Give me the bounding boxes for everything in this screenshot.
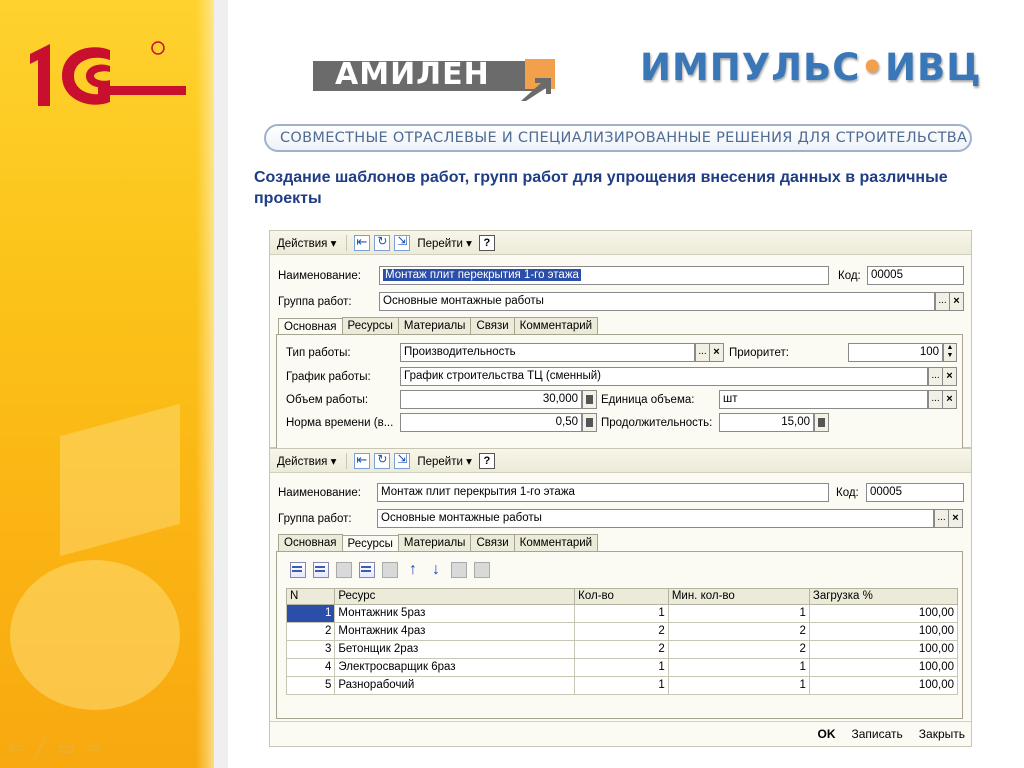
- group-clear-button[interactable]: ×: [948, 509, 963, 528]
- tab-comment[interactable]: Комментарий: [514, 534, 598, 552]
- open-icon[interactable]: [394, 235, 410, 251]
- work-type-select-button[interactable]: ...: [695, 343, 710, 362]
- sort-asc-icon[interactable]: [451, 562, 467, 578]
- left-decor-band: [0, 0, 214, 768]
- work-type-label: Тип работы:: [286, 347, 351, 359]
- main-tab-panel: [276, 334, 963, 450]
- group-label: Группа работ:: [278, 513, 352, 525]
- save-button[interactable]: Записать: [851, 727, 903, 741]
- column-header[interactable]: Загрузка %: [809, 589, 957, 605]
- resource-min-qty: 1: [668, 605, 809, 623]
- column-header[interactable]: Кол-во: [575, 589, 669, 605]
- arrow-icon: [521, 75, 555, 101]
- code-label: Код:: [836, 487, 859, 499]
- resources-table: [286, 588, 958, 695]
- table-row[interactable]: [287, 605, 958, 623]
- back-icon[interactable]: [354, 235, 370, 251]
- resource-load: 100,00: [809, 623, 957, 641]
- goto-menu[interactable]: Перейти ▾: [417, 455, 472, 468]
- ok-button[interactable]: OK: [817, 727, 836, 741]
- logo-impuls-left: ИМПУЛЬС: [640, 46, 861, 89]
- name-value: Монтаж плит перекрытия 1-го этажа: [385, 269, 579, 281]
- band-edge: [214, 0, 228, 768]
- logo-impuls-dot: •: [860, 46, 886, 89]
- form-tabs: [278, 534, 597, 552]
- tab-resources[interactable]: Ресурсы: [342, 317, 399, 335]
- work-template-form-resources: [269, 448, 972, 747]
- unit-clear-button[interactable]: ×: [942, 390, 957, 409]
- priority-field[interactable]: 100: [848, 343, 943, 362]
- resource-qty: 2: [575, 641, 669, 659]
- column-header[interactable]: N: [287, 589, 335, 605]
- schedule-label: График работы:: [286, 371, 371, 383]
- code-label: Код:: [838, 270, 861, 282]
- resource-load: 100,00: [809, 677, 957, 695]
- logo-amilen: [313, 55, 558, 101]
- row-number: 1: [287, 605, 335, 623]
- resource-name: Бетонщик 2раз: [335, 641, 575, 659]
- row-number: 3: [287, 641, 335, 659]
- sort-desc-icon[interactable]: [474, 562, 490, 578]
- resource-min-qty: 2: [668, 641, 809, 659]
- logo-amilen-text: АМИЛЕН: [335, 57, 490, 92]
- resource-qty: 1: [575, 605, 669, 623]
- work-type-field[interactable]: Производительность: [400, 343, 695, 362]
- duration-label: Продолжительность:: [601, 417, 713, 429]
- resource-name: Монтажник 4раз: [335, 623, 575, 641]
- form-toolbar: [270, 231, 971, 255]
- group-field[interactable]: Основные монтажные работы: [377, 509, 934, 528]
- goto-menu[interactable]: Перейти ▾: [417, 237, 472, 250]
- volume-field[interactable]: 30,000: [400, 390, 582, 409]
- back-icon[interactable]: [354, 453, 370, 469]
- move-down-icon[interactable]: ↓: [432, 561, 440, 578]
- calculator-icon[interactable]: [814, 413, 829, 432]
- resource-qty: 1: [575, 659, 669, 677]
- group-label: Группа работ:: [278, 296, 352, 308]
- resource-min-qty: 1: [668, 677, 809, 695]
- unit-label: Единица объема:: [601, 394, 695, 406]
- resource-qty: 1: [575, 677, 669, 695]
- column-header[interactable]: Ресурс: [335, 589, 575, 605]
- tab-comment[interactable]: Комментарий: [514, 317, 598, 335]
- calculator-icon[interactable]: [582, 413, 597, 432]
- table-row[interactable]: [287, 659, 958, 677]
- form-toolbar: [270, 449, 971, 473]
- name-label: Наименование:: [278, 270, 361, 282]
- schedule-clear-button[interactable]: ×: [942, 367, 957, 386]
- resource-load: 100,00: [809, 605, 957, 623]
- table-row[interactable]: [287, 677, 958, 695]
- norm-field[interactable]: 0,50: [400, 413, 582, 432]
- duration-field[interactable]: 15,00: [719, 413, 814, 432]
- column-header[interactable]: Мин. кол-во: [668, 589, 809, 605]
- tab-resources[interactable]: Ресурсы: [342, 535, 399, 553]
- group-select-button[interactable]: ...: [934, 509, 949, 528]
- resource-load: 100,00: [809, 641, 957, 659]
- pen-icon[interactable]: ╱: [35, 738, 46, 758]
- group-clear-button[interactable]: ×: [949, 292, 964, 311]
- resource-name: Электросварщик 6раз: [335, 659, 575, 677]
- tab-main[interactable]: Основная: [278, 318, 343, 336]
- table-row[interactable]: [287, 641, 958, 659]
- resource-min-qty: 2: [668, 623, 809, 641]
- resource-load: 100,00: [809, 659, 957, 677]
- row-number: 4: [287, 659, 335, 677]
- slogan-banner: СОВМЕСТНЫЕ ОТРАСЛЕВЫЕ И СПЕЦИАЛИЗИРОВАННЫЕ РЕШЕНИЯ ДЛЯ СТРОИТЕЛЬСТВА: [264, 124, 972, 152]
- code-field[interactable]: 00005: [867, 266, 964, 285]
- tab-materials[interactable]: Материалы: [398, 317, 472, 335]
- tab-links[interactable]: Связи: [470, 534, 514, 552]
- actions-menu[interactable]: Действия ▾: [277, 237, 337, 250]
- close-button[interactable]: Закрыть: [918, 727, 965, 741]
- form-footer: [270, 721, 971, 746]
- menu-icon[interactable]: ▭: [57, 738, 75, 758]
- slide-navigation: [8, 738, 102, 759]
- row-number: 5: [287, 677, 335, 695]
- next-slide-icon[interactable]: ⇨: [86, 738, 103, 758]
- volume-label: Объем работы:: [286, 394, 369, 406]
- add-row-icon[interactable]: [290, 562, 306, 578]
- move-up-icon[interactable]: ↑: [409, 561, 417, 578]
- group-field[interactable]: Основные монтажные работы: [379, 292, 935, 311]
- logo-1c: [28, 40, 193, 115]
- decor-shape: [60, 404, 180, 556]
- name-label: Наименование:: [278, 487, 361, 499]
- schedule-select-button[interactable]: ...: [928, 367, 943, 386]
- open-icon[interactable]: [394, 453, 410, 469]
- edit-row-icon[interactable]: [336, 562, 352, 578]
- resource-name: Монтажник 5раз: [335, 605, 575, 623]
- logo-impuls: [640, 46, 982, 89]
- row-number: 2: [287, 623, 335, 641]
- logo-impuls-right: ИВЦ: [885, 46, 982, 89]
- priority-spinner[interactable]: ▲ ▼: [943, 343, 957, 362]
- unit-select-button[interactable]: ...: [928, 390, 943, 409]
- end-edit-icon[interactable]: [382, 562, 398, 578]
- resource-name: Разнорабочий: [335, 677, 575, 695]
- group-select-button[interactable]: ...: [935, 292, 950, 311]
- copy-row-icon[interactable]: [313, 562, 329, 578]
- table-row[interactable]: [287, 623, 958, 641]
- resources-toolbar: [290, 562, 490, 578]
- resource-qty: 2: [575, 623, 669, 641]
- work-template-form-main: [269, 230, 972, 448]
- tab-main[interactable]: Основная: [278, 534, 343, 552]
- actions-menu[interactable]: Действия ▾: [277, 455, 337, 468]
- delete-row-icon[interactable]: [359, 562, 375, 578]
- tab-links[interactable]: Связи: [470, 317, 514, 335]
- prev-slide-icon[interactable]: ⇦: [8, 738, 24, 758]
- resource-min-qty: 1: [668, 659, 809, 677]
- refresh-icon[interactable]: [374, 235, 390, 251]
- decor-shape: [10, 560, 180, 710]
- help-icon[interactable]: ?: [479, 235, 495, 251]
- help-icon[interactable]: ?: [479, 453, 495, 469]
- code-field[interactable]: 00005: [866, 483, 964, 502]
- table-header-row: [287, 589, 958, 605]
- slide-heading: Создание шаблонов работ, групп работ для упрощения внесения данных в различные проекты: [254, 169, 948, 207]
- schedule-field[interactable]: График строительства ТЦ (сменный): [400, 367, 928, 386]
- unit-field[interactable]: шт: [719, 390, 928, 409]
- name-field[interactable]: [379, 266, 829, 285]
- name-field[interactable]: Монтаж плит перекрытия 1-го этажа: [377, 483, 829, 502]
- work-type-clear-button[interactable]: ×: [709, 343, 724, 362]
- norm-label: Норма времени (в...: [286, 417, 394, 429]
- priority-label: Приоритет:: [729, 347, 789, 359]
- tab-materials[interactable]: Материалы: [398, 534, 472, 552]
- form-tabs: [278, 317, 597, 335]
- calculator-icon[interactable]: [582, 390, 597, 409]
- refresh-icon[interactable]: [374, 453, 390, 469]
